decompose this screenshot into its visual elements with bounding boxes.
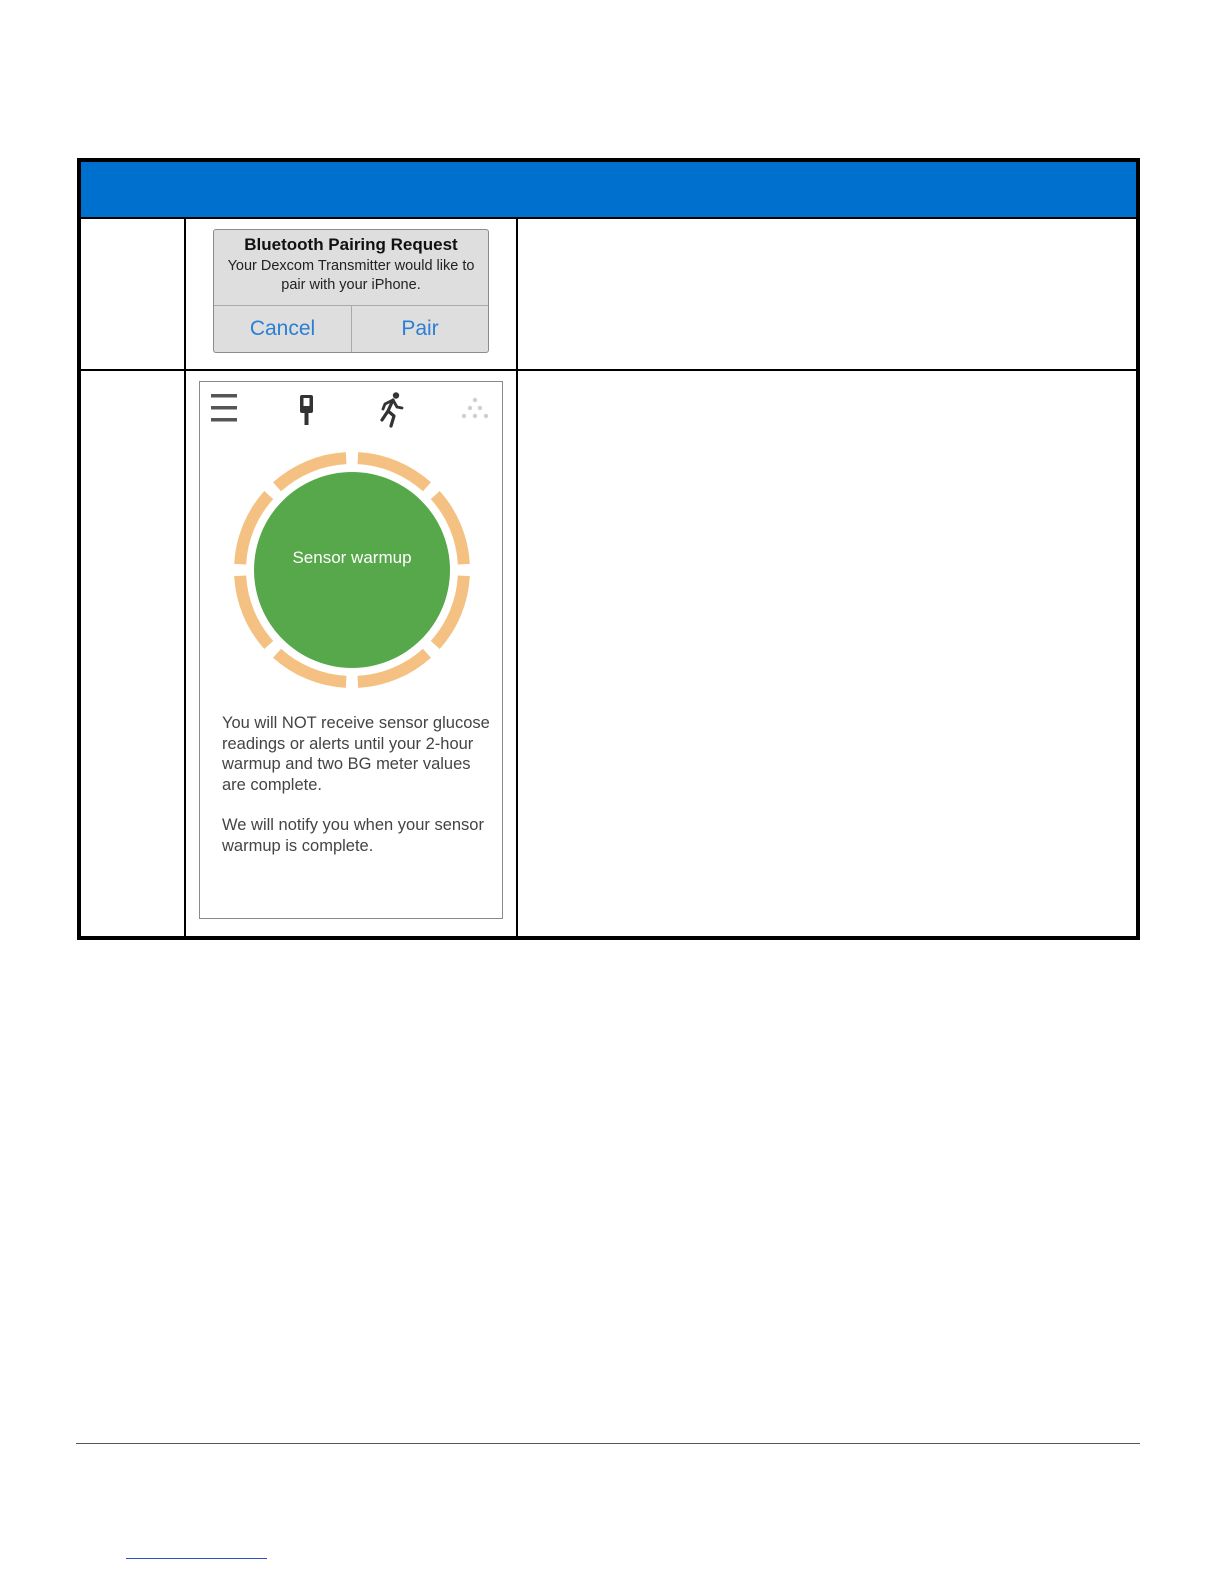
- dialog-title: Bluetooth Pairing Request: [244, 235, 458, 254]
- app-screen: [199, 381, 503, 919]
- image-cell: [186, 219, 518, 369]
- footer-link-underline[interactable]: [126, 1558, 267, 1559]
- warmup-message: You will NOT receive sensor glucose readings or alerts until your 2-hour warmup and two BG meter values are complete.: [222, 714, 490, 794]
- description-cell: [518, 371, 1136, 936]
- warmup-label: Sensor warmup: [292, 548, 412, 567]
- table-row: [81, 219, 1136, 371]
- step-cell: [81, 219, 186, 369]
- notify-message: We will notify you when your sensor warmup is complete.: [222, 816, 484, 855]
- table-header: [81, 162, 1136, 219]
- menu-icon[interactable]: [208, 390, 242, 430]
- table-row: [81, 371, 1136, 936]
- footer-divider: [76, 1443, 1140, 1444]
- warmup-progress-ring: [230, 448, 474, 692]
- meter-icon[interactable]: [290, 390, 324, 430]
- cancel-button[interactable]: Cancel: [249, 317, 316, 340]
- dots-icon[interactable]: [458, 390, 492, 430]
- image-cell: [186, 371, 518, 936]
- activity-icon[interactable]: [374, 390, 408, 430]
- pair-button[interactable]: Pair: [401, 317, 439, 340]
- step-cell: [81, 371, 186, 936]
- dialog-message: Your Dexcom Transmitter would like to pair with your iPhone.: [227, 258, 475, 293]
- description-cell: [518, 219, 1136, 369]
- warmup-circle: [254, 472, 450, 668]
- instruction-table: [77, 158, 1140, 940]
- bluetooth-pairing-dialog: [213, 229, 489, 353]
